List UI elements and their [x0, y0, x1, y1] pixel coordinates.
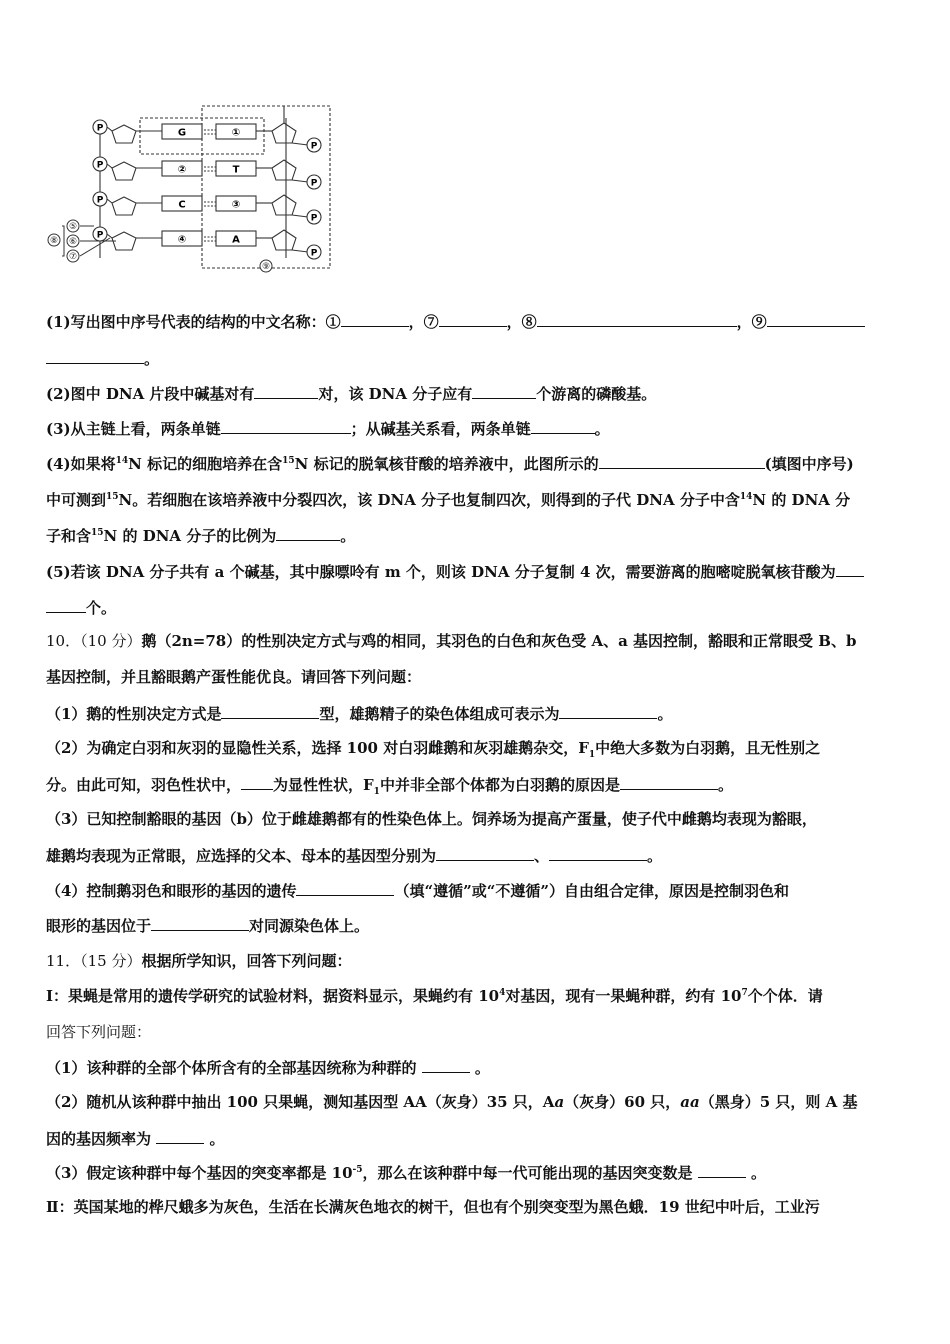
sugar-left	[112, 125, 136, 143]
answer-blank[interactable]	[296, 880, 394, 896]
answer-blank[interactable]	[341, 311, 409, 327]
q10-s1-text: 。	[657, 705, 673, 723]
answer-blank[interactable]	[836, 561, 864, 577]
q10-number: 10．（10 分）	[46, 632, 142, 650]
q10-s2-text: （2）为确定白羽和灰羽的显隐性关系，选择 100 对白羽雌鹅和灰羽雄鹅杂交，F	[46, 739, 589, 757]
q11-partII	[46, 1197, 906, 1217]
sugar-right	[272, 230, 296, 250]
q9-p1-text: ，⑧	[506, 313, 537, 331]
q9-part4-line1	[46, 453, 906, 474]
base-right-label: A	[232, 234, 240, 246]
q11-s1-text: 。	[474, 1059, 490, 1077]
q9-p4-text: N 的 DNA 分子的比例为	[103, 527, 277, 545]
base-left-label: ②	[177, 164, 187, 176]
q9-p4-text: 子和含	[46, 527, 92, 545]
q11-sub1	[46, 1057, 906, 1078]
answer-blank[interactable]	[599, 453, 765, 469]
base-left-label: G	[177, 127, 187, 139]
q9-p2-text: (2)图中 DNA 片段中碱基对有	[46, 385, 255, 403]
q10-s3-text: 雄鹅均表现为正常眼，应选择的父本、母本的基因型分别为	[46, 847, 437, 865]
phosphate-left-label: P	[96, 230, 104, 241]
q11-s2-text: （灰身）60 只，	[564, 1093, 681, 1111]
answer-blank[interactable]	[436, 845, 534, 861]
answer-blank[interactable]	[698, 1162, 746, 1178]
answer-blank[interactable]	[241, 774, 273, 790]
label-9: ⑨	[261, 262, 271, 272]
q11-intro	[46, 951, 906, 971]
q11-s2-text: （黑身）5 只，则 A 基	[699, 1093, 858, 1111]
q9-part1-line2	[46, 348, 906, 369]
q9-part4-line2	[46, 490, 906, 510]
phosphate-right-label: P	[310, 178, 318, 189]
q9-p4-text: N 的 DNA 分	[752, 491, 851, 509]
q9-p3-text: ；从碱基关系看，两条单链	[350, 420, 531, 438]
q9-p5-text: 个。	[86, 599, 117, 617]
q9-p1-text: ，⑨	[736, 313, 767, 331]
superscript: 15	[282, 456, 295, 466]
answer-blank[interactable]	[531, 418, 595, 434]
q11-s3-text: 。	[751, 1164, 767, 1182]
q11-s1-text: （1）该种群的全部个体所含有的全部基因统称为种群的	[46, 1059, 417, 1077]
q10-s2-text: 中绝大多数为白羽鹅，且无性别之	[595, 739, 821, 757]
q11-sub2-line1	[46, 1092, 906, 1112]
q11-sub3	[46, 1162, 906, 1183]
answer-blank[interactable]	[767, 311, 865, 327]
phosphate-right-label: P	[310, 141, 318, 152]
label-7: ⑦	[68, 252, 78, 262]
q11-I-text: 回答下列问题：	[46, 1023, 152, 1041]
answer-blank[interactable]	[422, 1057, 470, 1073]
q10-sub4-line2	[46, 915, 906, 936]
base-left-label: C	[178, 199, 186, 211]
q9-part3	[46, 418, 906, 439]
q9-p4-text: N。若细胞在该培养液中分裂四次，该 DNA 分子也复制四次，则得到的子代 DNA 分子中含	[118, 491, 740, 509]
q9-p4-text: (填图中序号)	[764, 455, 854, 473]
q11-II-text: Ⅱ：英国某地的桦尺蛾多为灰色，生活在长满灰色地衣的树干，但也有个别突变型为黑色蛾．19 世纪中叶后，工业污	[46, 1198, 820, 1216]
answer-blank[interactable]	[537, 311, 737, 327]
superscript: 7	[741, 988, 748, 998]
q10-s3-text: 。	[647, 847, 663, 865]
answer-blank[interactable]	[439, 311, 507, 327]
phosphate-right-label: P	[310, 213, 318, 224]
q10-s2-text: 分。由此可知，羽色性状中，	[46, 776, 242, 794]
phosphate-left-label: P	[96, 123, 104, 134]
q11-s2-italic: aa	[680, 1093, 700, 1111]
q10-s4-text: 眼形的基因位于	[46, 917, 152, 935]
base-left-label: ④	[177, 234, 187, 246]
q11-s3-text: ，那么在该种群中每一代可能出现的基因突变数是	[362, 1164, 693, 1182]
q10-s3-text: 、	[534, 847, 550, 865]
sugar-right	[272, 123, 296, 143]
superscript: 15	[106, 492, 119, 502]
label-8: ⑧	[49, 236, 59, 246]
answer-blank[interactable]	[221, 703, 319, 719]
sugar-left	[112, 162, 136, 180]
q11-s2-text: （2）随机从该种群中抽出 100 只果蝇，测知基因型 AA（灰身）35 只，A	[46, 1093, 555, 1111]
q9-part4-line3	[46, 525, 906, 546]
q11-I-text: 个个体．请	[747, 987, 823, 1005]
q11-sub2-line2	[46, 1128, 906, 1149]
q11-partI-line2	[46, 1022, 906, 1042]
q10-s4-text: 对同源染色体上。	[249, 917, 370, 935]
answer-blank[interactable]	[46, 597, 86, 613]
sugar-right	[272, 160, 296, 180]
subscript: 1	[588, 750, 596, 760]
q10-intro-line2	[46, 667, 906, 687]
q10-sub3-line1	[46, 809, 906, 829]
sugar-right	[272, 195, 296, 215]
phosphate-right-label: P	[310, 248, 318, 259]
subscript: 1	[373, 787, 380, 797]
base-right-label: ③	[231, 199, 241, 211]
q11-I-text: Ⅰ：果蝇是常用的遗传学研究的试验材料，据资料显示，果蝇约有 10	[46, 987, 500, 1005]
answer-blank[interactable]	[221, 418, 351, 434]
q9-p4-text: 。	[340, 527, 356, 545]
answer-blank[interactable]	[472, 383, 536, 399]
q10-sub1	[46, 703, 906, 724]
answer-blank[interactable]	[254, 383, 318, 399]
q11-s2-text: 。	[209, 1130, 225, 1148]
label-5: ⑤	[68, 222, 78, 232]
answer-blank[interactable]	[559, 703, 657, 719]
superscript: 15	[91, 528, 104, 538]
q9-part5-line1	[46, 561, 906, 582]
answer-blank[interactable]	[549, 845, 647, 861]
superscript: 14	[739, 492, 753, 502]
q11-intro-text: 根据所学知识，回答下列问题：	[141, 952, 352, 970]
superscript: -5	[352, 1165, 363, 1175]
superscript: 4	[499, 988, 506, 998]
q9-p5-text: (5)若该 DNA 分子共有 a 个碱基，其中腺嘌呤有 m 个，则该 DNA 分子复制 4 次，需要游离的胞嘧啶脱氧核苷酸为	[46, 563, 836, 581]
q10-sub2-line1	[46, 738, 906, 758]
q9-p1-text: (1)写出图中序号代表的结构的中文名称：①	[46, 313, 341, 331]
q10-s4-text: （4）控制鹅羽色和眼形的基因的遗传	[46, 882, 297, 900]
q10-sub4-line1	[46, 880, 906, 901]
q10-s4-text: （填“遵循”或“不遵循”）自由组合定律，原因是控制羽色和	[394, 882, 789, 900]
q11-s2-italic: a	[554, 1093, 565, 1111]
q9-part5-line2	[46, 597, 906, 618]
q10-intro: 鹅（2n=78）的性别决定方式与鸡的相同，其羽色的白色和灰色受 A、a 基因控制，豁眼和正常眼受 B、b	[141, 632, 857, 650]
answer-blank[interactable]	[46, 348, 144, 364]
base-right-label: ①	[231, 127, 241, 139]
q9-p2-text: 个游离的磷酸基。	[536, 385, 657, 403]
q9-p4-text: (4)如果将	[46, 455, 116, 473]
answer-blank[interactable]	[276, 525, 340, 541]
q9-p3-text: (3)从主链上看，两条单链	[46, 420, 221, 438]
q10-sub2-line2	[46, 774, 906, 795]
q10-s3-text: （3）已知控制豁眼的基因（b）位于雌雄鹅都有的性染色体上。饲养场为提高产蛋量，使子代中雌鹅均表现为豁眼，	[46, 810, 817, 828]
q10-intro: 基因控制，并且豁眼鹅产蛋性能优良。请回答下列问题：	[46, 668, 422, 686]
answer-blank[interactable]	[620, 774, 718, 790]
base-right-label: T	[232, 164, 240, 176]
q9-part2	[46, 383, 906, 404]
answer-blank[interactable]	[151, 915, 249, 931]
sugar-left	[112, 197, 136, 215]
q11-s2-text: 因的基因频率为	[46, 1130, 152, 1148]
q11-I-text: 对基因，现有一果蝇种群，约有 10	[505, 987, 742, 1005]
q10-s1-text: 型，雄鹅精子的染色体组成可表示为	[319, 705, 560, 723]
q9-p3-text: 。	[594, 420, 610, 438]
phosphate-left-label: P	[96, 160, 104, 171]
q9-p4-text: N 标记的脱氧核苷酸的培养液中，此图所示的	[294, 455, 599, 473]
superscript: 14	[115, 456, 129, 466]
dna-structure-diagram	[44, 100, 334, 275]
q9-p4-text: 中可测到	[46, 491, 107, 509]
q11-s3-text: （3）假定该种群中每个基因的突变率都是 10	[46, 1164, 353, 1182]
q11-partI-line1	[46, 986, 906, 1006]
q10-intro-line1	[46, 631, 906, 651]
q11-number: 11．（15 分）	[46, 952, 142, 970]
q9-p4-text: N 标记的细胞培养在含	[128, 455, 283, 473]
label-6: ⑥	[68, 237, 78, 247]
q10-sub3-line2	[46, 845, 906, 866]
q10-s1-text: （1）鹅的性别决定方式是	[46, 705, 222, 723]
q9-p2-text: 对，该 DNA 分子应有	[318, 385, 473, 403]
q9-part1-line1	[46, 311, 906, 332]
q9-p1-end: 。	[144, 350, 160, 368]
q10-s2-text: 为显性性状，F	[273, 776, 374, 794]
answer-blank[interactable]	[156, 1128, 204, 1144]
phosphate-left-label: P	[96, 195, 104, 206]
q10-s2-text: 。	[717, 776, 733, 794]
q10-s2-text: 中并非全部个体都为白羽鹅的原因是	[379, 776, 620, 794]
q9-p1-text: ，⑦	[408, 313, 439, 331]
